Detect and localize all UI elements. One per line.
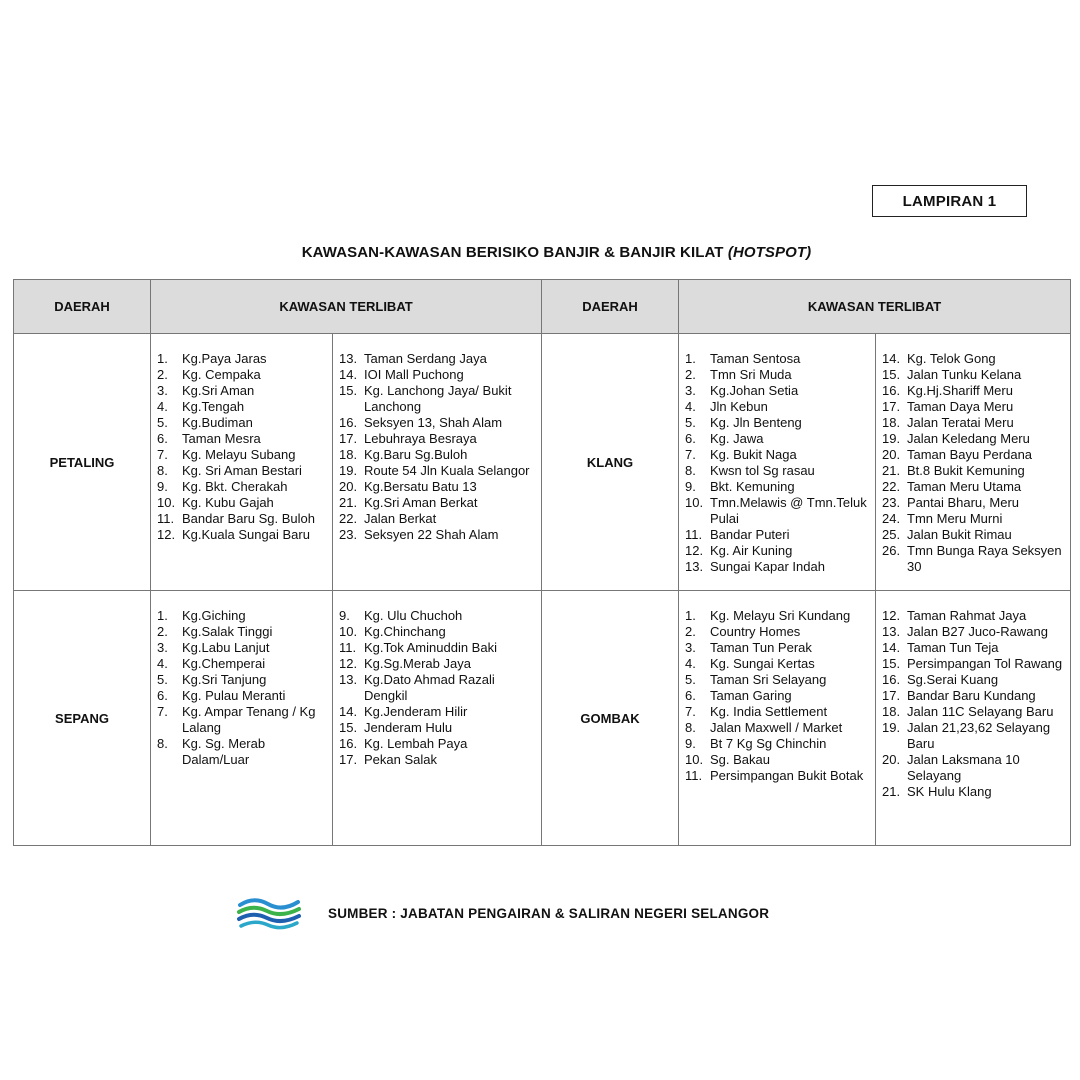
list-item	[339, 672, 537, 704]
item-text: Kg. Air Kuning	[710, 543, 793, 558]
area-list	[333, 334, 541, 543]
item-text: Taman Daya Meru	[907, 399, 1014, 414]
item-text: SK Hulu Klang	[907, 784, 992, 799]
list-item	[685, 688, 871, 704]
item-number: 6.	[685, 431, 696, 446]
item-text: Tmn Sri Muda	[710, 367, 792, 382]
list-item	[685, 543, 871, 559]
list-item	[685, 640, 871, 656]
item-text: Kg. Melayu Subang	[182, 447, 296, 462]
item-number: 10.	[685, 495, 704, 510]
item-text: Jln Kebun	[710, 399, 768, 414]
item-number: 9.	[339, 608, 350, 623]
item-text: Taman Rahmat Jaya	[907, 608, 1027, 623]
item-text: Jalan B27 Juco-Rawang	[907, 624, 1048, 639]
item-text: Jalan Bukit Rimau	[907, 527, 1012, 542]
area-list	[679, 591, 875, 784]
item-number: 7.	[157, 704, 168, 719]
header-kawasan-right: KAWASAN TERLIBAT	[679, 280, 1071, 334]
item-number: 6.	[157, 688, 168, 703]
item-text: Kg. Sg. Merab Dalam/Luar	[182, 736, 266, 767]
item-number: 21.	[339, 495, 358, 510]
item-text: Sg. Bakau	[710, 752, 770, 767]
list-item	[882, 495, 1066, 511]
item-number: 13.	[339, 351, 358, 366]
item-number: 5.	[157, 415, 168, 430]
footer	[236, 893, 876, 933]
item-text: Sungai Kapar Indah	[710, 559, 825, 574]
item-number: 10.	[339, 624, 358, 639]
item-number: 9.	[685, 479, 696, 494]
item-text: Kg. Telok Gong	[907, 351, 996, 366]
item-number: 17.	[339, 431, 358, 446]
item-text: Kg.Salak Tinggi	[182, 624, 273, 639]
list-item	[882, 608, 1066, 624]
list-item	[339, 720, 537, 736]
item-number: 25.	[882, 527, 901, 542]
item-number: 20.	[339, 479, 358, 494]
district-name: GOMBAK	[542, 591, 679, 846]
item-number: 1.	[157, 608, 168, 623]
list-item	[685, 383, 871, 399]
list-item	[339, 656, 537, 672]
list-item	[157, 704, 328, 736]
list-item	[882, 640, 1066, 656]
list-item	[685, 479, 871, 495]
list-item	[685, 399, 871, 415]
page-title	[0, 244, 1080, 261]
list-item	[882, 624, 1066, 640]
list-item	[882, 511, 1066, 527]
district-name: KLANG	[542, 334, 679, 591]
item-number: 7.	[685, 447, 696, 462]
item-text: Kg.Jenderam Hilir	[364, 704, 468, 719]
item-text: Kg.Giching	[182, 608, 246, 623]
list-item	[339, 495, 537, 511]
item-text: Kg.Sg.Merab Jaya	[364, 656, 471, 671]
list-item	[157, 511, 328, 527]
item-text: Kg. Ulu Chuchoh	[364, 608, 463, 623]
item-text: IOI Mall Puchong	[364, 367, 464, 382]
list-item	[339, 367, 537, 383]
list-item	[882, 431, 1066, 447]
item-number: 7.	[157, 447, 168, 462]
item-text: Jalan 21,23,62 Selayang Baru	[907, 720, 1051, 751]
item-number: 13.	[882, 624, 901, 639]
item-number: 12.	[882, 608, 901, 623]
list-item	[157, 463, 328, 479]
list-item	[882, 784, 1066, 800]
item-number: 3.	[685, 383, 696, 398]
item-number: 18.	[882, 415, 901, 430]
item-number: 14.	[339, 704, 358, 719]
list-item	[685, 720, 871, 736]
item-number: 8.	[157, 736, 168, 751]
area-list	[333, 591, 541, 768]
item-text: Bt 7 Kg Sg Chinchin	[710, 736, 827, 751]
list-item	[339, 752, 537, 768]
item-number: 15.	[882, 367, 901, 382]
item-number: 4.	[685, 399, 696, 414]
item-number: 12.	[685, 543, 704, 558]
item-number: 16.	[882, 672, 901, 687]
item-number: 21.	[882, 784, 901, 799]
item-number: 19.	[882, 431, 901, 446]
item-text: Tmn Meru Murni	[907, 511, 1003, 526]
list-item	[882, 415, 1066, 431]
list-item	[339, 736, 537, 752]
item-text: Kg. Bkt. Cherakah	[182, 479, 288, 494]
item-number: 1.	[685, 351, 696, 366]
list-item	[882, 656, 1066, 672]
item-number: 2.	[157, 624, 168, 639]
item-number: 1.	[685, 608, 696, 623]
list-item	[157, 527, 328, 543]
item-number: 16.	[339, 736, 358, 751]
item-number: 5.	[685, 415, 696, 430]
item-number: 18.	[882, 704, 901, 719]
item-number: 13.	[685, 559, 704, 574]
jps-wave-logo-icon	[236, 893, 302, 933]
list-item	[157, 383, 328, 399]
list-item	[882, 704, 1066, 720]
list-item	[157, 367, 328, 383]
item-text: Kg.Hj.Shariff Meru	[907, 383, 1013, 398]
item-number: 11.	[685, 527, 703, 542]
item-number: 19.	[882, 720, 901, 735]
item-text: Kg. Kubu Gajah	[182, 495, 274, 510]
list-item	[685, 608, 871, 624]
item-number: 3.	[157, 383, 168, 398]
item-number: 17.	[339, 752, 358, 767]
list-item	[339, 527, 537, 543]
item-number: 2.	[685, 624, 696, 639]
item-text: Country Homes	[710, 624, 801, 639]
list-item	[157, 447, 328, 463]
item-text: Persimpangan Bukit Botak	[710, 768, 864, 783]
item-text: Tmn.Melawis @ Tmn.Teluk Pulai	[710, 495, 867, 526]
item-text: Seksyen 22 Shah Alam	[364, 527, 499, 542]
list-item	[882, 447, 1066, 463]
item-text: Kg. Ampar Tenang / Kg Lalang	[182, 704, 316, 735]
item-text: Bkt. Kemuning	[710, 479, 795, 494]
list-item	[685, 736, 871, 752]
item-number: 26.	[882, 543, 901, 558]
item-number: 14.	[882, 351, 901, 366]
item-text: Kg. Pulau Meranti	[182, 688, 286, 703]
item-text: Kg.Sri Aman	[182, 383, 255, 398]
header-kawasan-left: KAWASAN TERLIBAT	[151, 280, 542, 334]
list-item	[339, 383, 537, 415]
item-number: 5.	[157, 672, 168, 687]
item-text: Bandar Baru Sg. Buloh	[182, 511, 315, 526]
list-item	[157, 672, 328, 688]
item-number: 8.	[685, 463, 696, 478]
list-item	[685, 431, 871, 447]
list-item	[339, 415, 537, 431]
item-number: 8.	[157, 463, 168, 478]
item-text: Kg. Bukit Naga	[710, 447, 797, 462]
item-number: 23.	[882, 495, 901, 510]
list-item	[882, 399, 1066, 415]
item-text: Jalan Teratai Meru	[907, 415, 1014, 430]
item-text: Seksyen 13, Shah Alam	[364, 415, 503, 430]
list-item	[685, 447, 871, 463]
item-text: Kg.Chinchang	[364, 624, 446, 639]
item-text: Taman Sentosa	[710, 351, 801, 366]
item-text: Kg. Jln Benteng	[710, 415, 802, 430]
hotspot-table	[13, 279, 1071, 846]
item-text: Kwsn tol Sg rasau	[710, 463, 815, 478]
district-name: SEPANG	[14, 591, 151, 846]
item-text: Jalan Berkat	[364, 511, 437, 526]
area-list	[876, 334, 1070, 575]
list-item	[157, 624, 328, 640]
item-number: 17.	[882, 688, 901, 703]
list-item	[339, 511, 537, 527]
list-item	[882, 383, 1066, 399]
item-text: Kg. Jawa	[710, 431, 764, 446]
item-text: Pekan Salak	[364, 752, 437, 767]
item-number: 16.	[882, 383, 901, 398]
item-text: Kg.Johan Setia	[710, 383, 799, 398]
item-number: 2.	[685, 367, 696, 382]
item-number: 15.	[339, 720, 358, 735]
item-text: Kg.Sri Tanjung	[182, 672, 267, 687]
item-text: Kg.Labu Lanjut	[182, 640, 270, 655]
list-item	[157, 415, 328, 431]
item-number: 8.	[685, 720, 696, 735]
area-list	[151, 334, 332, 543]
list-item	[157, 640, 328, 656]
item-number: 13.	[339, 672, 358, 687]
item-text: Bandar Puteri	[710, 527, 790, 542]
list-item	[157, 688, 328, 704]
list-item	[157, 351, 328, 367]
list-item	[157, 608, 328, 624]
item-number: 15.	[882, 656, 901, 671]
list-item	[882, 752, 1066, 784]
list-item	[339, 351, 537, 367]
item-text: Taman Tun Perak	[710, 640, 812, 655]
list-item	[882, 543, 1066, 575]
item-text: Kg.Tengah	[182, 399, 245, 414]
list-item	[339, 479, 537, 495]
item-text: Taman Tun Teja	[907, 640, 999, 655]
item-number: 24.	[882, 511, 901, 526]
item-text: Kg.Chemperai	[182, 656, 266, 671]
list-item	[685, 672, 871, 688]
item-number: 2.	[157, 367, 168, 382]
item-number: 23.	[339, 527, 358, 542]
item-number: 15.	[339, 383, 358, 398]
item-text: Sg.Serai Kuang	[907, 672, 999, 687]
item-text: Bandar Baru Kundang	[907, 688, 1036, 703]
item-number: 4.	[157, 399, 168, 414]
list-item	[339, 640, 537, 656]
item-number: 17.	[882, 399, 901, 414]
list-item	[685, 752, 871, 768]
list-item	[882, 463, 1066, 479]
list-item	[685, 624, 871, 640]
item-text: Jalan Laksmana 10 Selayang	[907, 752, 1020, 783]
list-item	[685, 704, 871, 720]
list-item	[157, 736, 328, 768]
list-item	[882, 672, 1066, 688]
list-item	[157, 399, 328, 415]
item-number: 3.	[157, 640, 168, 655]
item-number: 16.	[339, 415, 358, 430]
item-number: 14.	[339, 367, 358, 382]
list-item	[882, 720, 1066, 752]
item-text: Taman Meru Utama	[907, 479, 1022, 494]
item-number: 6.	[157, 431, 168, 446]
list-item	[685, 656, 871, 672]
item-text: Taman Sri Selayang	[710, 672, 827, 687]
list-item	[339, 463, 537, 479]
item-number: 11.	[339, 640, 357, 655]
item-text: Taman Mesra	[182, 431, 261, 446]
item-text: Kg.Baru Sg.Buloh	[364, 447, 468, 462]
list-item	[339, 608, 537, 624]
list-item	[882, 479, 1066, 495]
item-text: Kg.Paya Jaras	[182, 351, 267, 366]
item-text: Lebuhraya Besraya	[364, 431, 477, 446]
item-number: 14.	[882, 640, 901, 655]
district-name: PETALING	[14, 334, 151, 591]
item-number: 22.	[882, 479, 901, 494]
item-text: Route 54 Jln Kuala Selangor	[364, 463, 530, 478]
item-number: 10.	[157, 495, 176, 510]
item-text: Jalan 11C Selayang Baru	[907, 704, 1054, 719]
title-italic: (HOTSPOT)	[727, 244, 812, 261]
item-number: 12.	[339, 656, 358, 671]
list-item	[882, 351, 1066, 367]
list-item	[685, 768, 871, 784]
item-number: 7.	[685, 704, 696, 719]
list-item	[157, 495, 328, 511]
item-number: 21.	[882, 463, 901, 478]
table-row	[14, 334, 1071, 591]
item-number: 20.	[882, 447, 901, 462]
area-list	[876, 591, 1070, 800]
item-number: 11.	[157, 511, 175, 526]
item-number: 5.	[685, 672, 696, 687]
list-item	[157, 656, 328, 672]
item-number: 3.	[685, 640, 696, 655]
item-text: Kg. Sri Aman Bestari	[182, 463, 302, 478]
item-number: 22.	[339, 511, 358, 526]
item-number: 10.	[685, 752, 704, 767]
item-text: Kg. Lembah Paya	[364, 736, 468, 751]
list-item	[685, 367, 871, 383]
item-text: Kg. India Settlement	[710, 704, 828, 719]
item-text: Kg.Kuala Sungai Baru	[182, 527, 310, 542]
list-item	[685, 527, 871, 543]
list-item	[685, 495, 871, 527]
item-number: 12.	[157, 527, 176, 542]
item-text: Jenderam Hulu	[364, 720, 453, 735]
item-number: 18.	[339, 447, 358, 462]
list-item	[157, 431, 328, 447]
area-list	[679, 334, 875, 575]
item-number: 4.	[157, 656, 168, 671]
lampiran-label: LAMPIRAN 1	[872, 185, 1027, 217]
item-text: Jalan Maxwell / Market	[710, 720, 843, 735]
item-number: 6.	[685, 688, 696, 703]
list-item	[882, 527, 1066, 543]
list-item	[685, 559, 871, 575]
list-item	[339, 447, 537, 463]
item-text: Kg. Sungai Kertas	[710, 656, 815, 671]
list-item	[882, 688, 1066, 704]
item-number: 20.	[882, 752, 901, 767]
header-daerah-right: DAERAH	[542, 280, 679, 334]
area-list	[151, 591, 332, 768]
item-text: Kg.Budiman	[182, 415, 253, 430]
item-text: Kg.Tok Aminuddin Baki	[364, 640, 497, 655]
list-item	[157, 479, 328, 495]
list-item	[339, 704, 537, 720]
list-item	[339, 624, 537, 640]
table-header-row	[14, 280, 1071, 334]
item-text: Tmn Bunga Raya Seksyen 30	[907, 543, 1062, 574]
list-item	[339, 431, 537, 447]
item-number: 11.	[685, 768, 703, 783]
source-text: SUMBER : JABATAN PENGAIRAN & SALIRAN NEGERI SELANGOR	[328, 905, 770, 921]
header-daerah-left: DAERAH	[14, 280, 151, 334]
item-text: Persimpangan Tol Rawang	[907, 656, 1063, 671]
list-item	[882, 367, 1066, 383]
item-number: 4.	[685, 656, 696, 671]
item-text: Jalan Tunku Kelana	[907, 367, 1022, 382]
item-text: Kg. Melayu Sri Kundang	[710, 608, 851, 623]
list-item	[685, 415, 871, 431]
title-main: KAWASAN-KAWASAN BERISIKO BANJIR & BANJIR KILAT	[301, 244, 724, 261]
item-text: Jalan Keledang Meru	[907, 431, 1030, 446]
list-item	[685, 351, 871, 367]
item-text: Taman Garing	[710, 688, 792, 703]
item-text: Kg.Dato Ahmad Razali Dengkil	[364, 672, 495, 703]
item-text: Bt.8 Bukit Kemuning	[907, 463, 1025, 478]
item-text: Kg.Sri Aman Berkat	[364, 495, 478, 510]
item-text: Pantai Bharu, Meru	[907, 495, 1020, 510]
item-text: Kg.Bersatu Batu 13	[364, 479, 477, 494]
item-text: Taman Bayu Perdana	[907, 447, 1033, 462]
item-text: Taman Serdang Jaya	[364, 351, 487, 366]
item-text: Kg. Cempaka	[182, 367, 261, 382]
table-row	[14, 591, 1071, 846]
item-number: 9.	[685, 736, 696, 751]
item-number: 19.	[339, 463, 358, 478]
item-number: 1.	[157, 351, 168, 366]
item-number: 9.	[157, 479, 168, 494]
item-text: Kg. Lanchong Jaya/ Bukit Lanchong	[364, 383, 512, 414]
list-item	[685, 463, 871, 479]
